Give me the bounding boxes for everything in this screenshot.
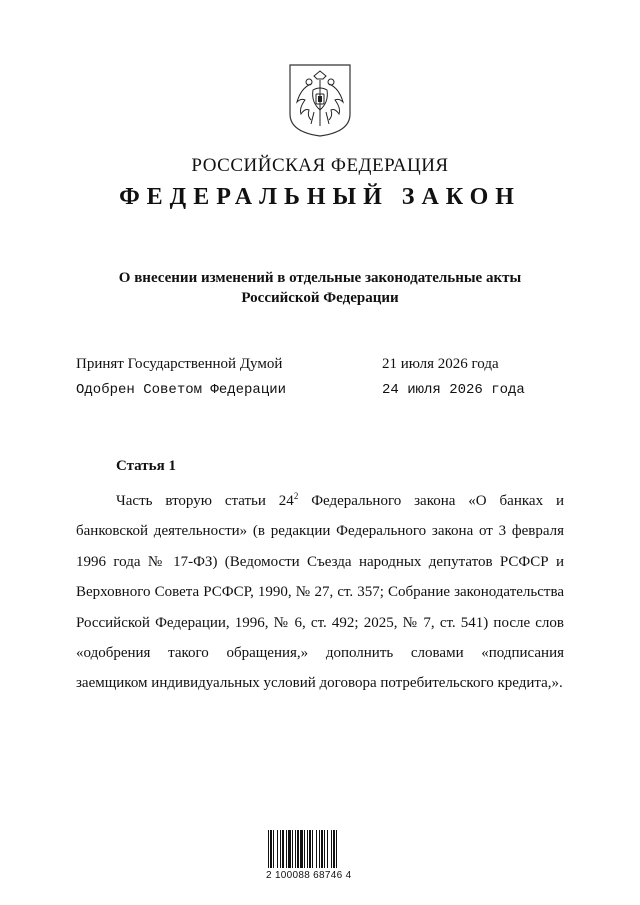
barcode-bar — [270, 830, 272, 868]
barcode-bar — [268, 830, 269, 868]
article-title: Статья 1 — [116, 458, 176, 474]
barcode-bar — [300, 830, 303, 868]
barcode-bar — [336, 830, 337, 868]
adoption-council-row — [76, 380, 576, 400]
barcode-bar — [312, 830, 313, 868]
duma-label: Принят Государственной Думой — [76, 356, 283, 372]
article-number-superscript: 2 — [293, 491, 299, 501]
barcode-bar — [277, 830, 278, 868]
barcode-bar — [331, 830, 332, 868]
law-subject — [90, 268, 550, 308]
barcode-bar — [316, 830, 317, 868]
barcode-bars — [266, 830, 376, 868]
adoption-duma-row — [76, 354, 576, 374]
barcode-bar — [321, 830, 323, 868]
duma-date: 21 июля 2026 года — [382, 356, 499, 372]
law-subject-line-1: О внесении изменений в отдельные законодательные акты — [118, 270, 522, 286]
barcode-bar — [288, 830, 291, 868]
barcode-bar — [307, 830, 308, 868]
document-type: ФЕДЕРАЛЬНЫЙ ЗАКОН — [119, 184, 521, 210]
barcode-bar — [324, 830, 325, 868]
council-date: 24 июля 2026 года — [382, 382, 525, 398]
barcode-bar — [282, 830, 284, 868]
barcode-bar — [319, 830, 320, 868]
coat-of-arms-icon — [287, 62, 353, 138]
barcode-number: 2 100088 68746 4 — [266, 870, 352, 881]
article-body — [76, 486, 564, 699]
law-subject-line-2: Российской Федерации — [241, 290, 399, 306]
barcode-bar — [309, 830, 311, 868]
barcode-bar — [273, 830, 274, 868]
council-label: Одобрен Советом Федерации — [76, 382, 287, 398]
article-text-start: Часть вторую статьи 24 — [116, 493, 294, 509]
barcode-bar — [304, 830, 305, 868]
barcode-bar — [280, 830, 281, 868]
article-text-rest: Федерального закона «О банках и банковской деятельности» (в редакции Федерального закона от 3 февраля 1996 года № 17-ФЗ) (Ведомости Съезда народных депутатов РСФСР и Верховного Совета РСФСР, 1990, № 27, ст. 357; Собрание законодательства Российской Федерации, 1996, № 6, ст. 492; 2025, № 7, ст. 541) после слов «одобрения такого обращения,» дополнить словами «подписания заемщиком индивидуальных условий договора потребительского кредита,». — [76, 493, 564, 692]
country-name: РОССИЙСКАЯ ФЕДЕРАЦИЯ — [191, 155, 449, 176]
barcode-bar — [292, 830, 293, 868]
barcode-bar — [286, 830, 287, 868]
barcode-bar — [295, 830, 296, 868]
barcode-bar — [297, 830, 299, 868]
barcode-bar — [333, 830, 335, 868]
barcode-bar — [327, 830, 328, 868]
barcode — [266, 820, 376, 884]
